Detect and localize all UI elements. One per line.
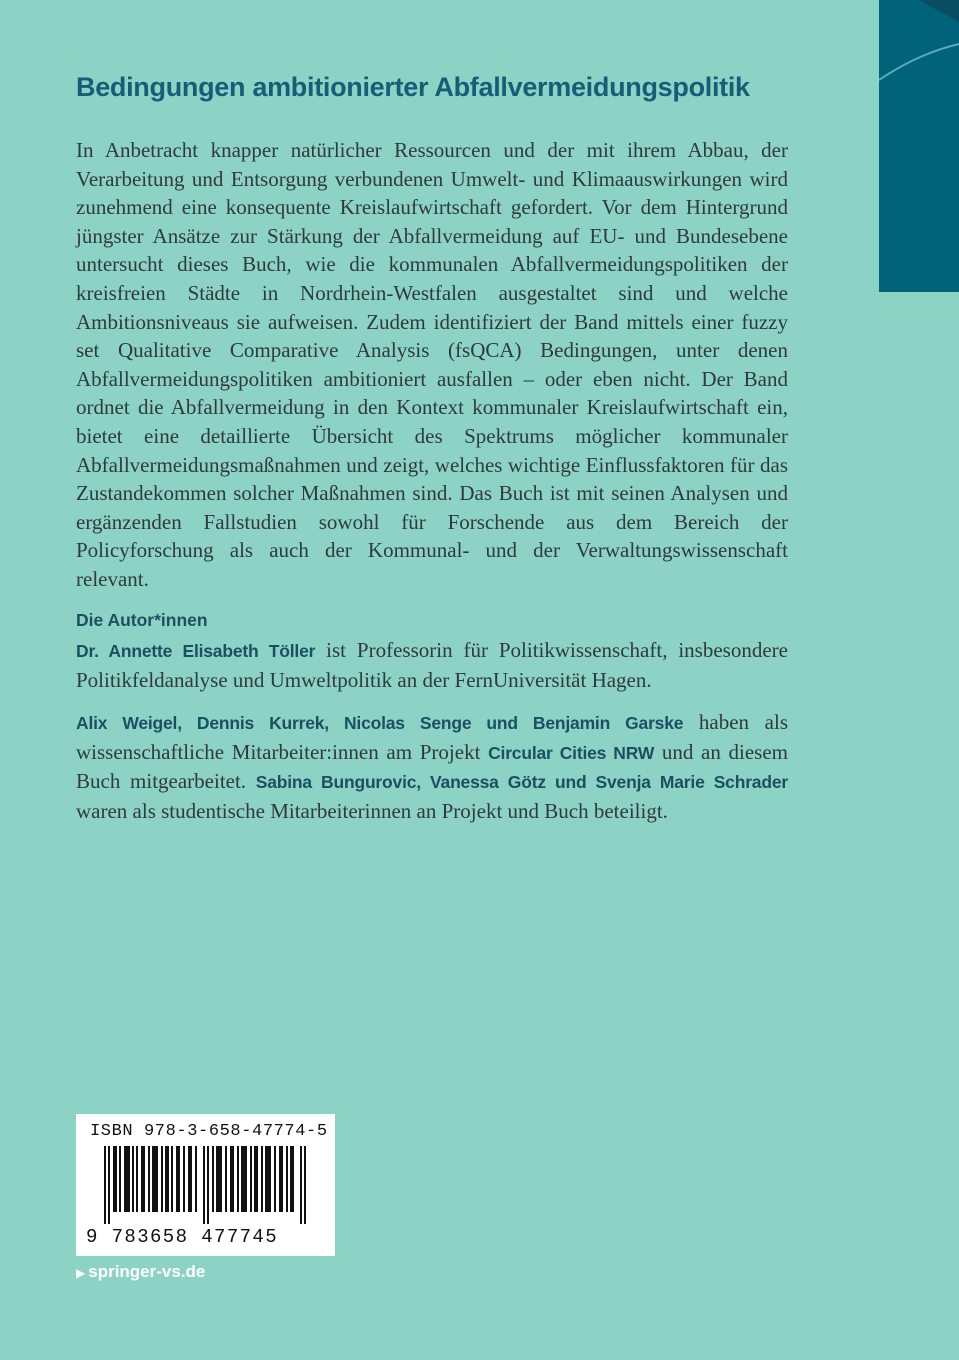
team-names: Alix Weigel, Dennis Kurrek, Nicolas Senge und Benjamin Garske — [76, 713, 684, 733]
team-text: haben als wissenschaftliche Mitarbeiter:innen am Projekt — [76, 710, 788, 764]
barcode — [104, 1146, 310, 1224]
student-text: waren als studentische Mitarbeiterinnen an Projekt und Buch beteiligt. — [76, 798, 668, 823]
isbn-barcode-box — [76, 1114, 335, 1256]
play-arrow-icon: ▶ — [76, 1266, 86, 1280]
author-name: Dr. Annette Elisabeth Töller — [76, 641, 316, 661]
book-description: In Anbetracht knapper natürlicher Ressourcen und der mit ihrem Abbau, der Verarbeitung und Entsorgung verbundenen Umwelt- und Klimaauswirkungen wird zunehmend eine konsequente Kreislaufwirtschaft gefordert. Vor dem Hintergrund jüngster Ansätze zur Stärkung der Abfallvermeidung auf EU- und Bundesebene untersucht dieses Buch, wie die kommunalen Abfallvermeidungspolitiken der kreisfreien Städte in Nordrhein-Westfalen ausgestaltet sind und welche Ambitionsniveaus sie aufweisen. Zudem identifiziert der Band mittels einer fuzzy set Qualitative Comparative Analysis (fsQCA) Bedingungen, unter denen Abfallvermeidungspolitiken ambitioniert ausfallen – oder eben nicht. Der Band ordnet die Abfallvermeidung in den Kontext kommunaler Kreislaufwirtschaft ein, bietet eine detaillierte Übersicht des Spektrums möglicher kommunaler Abfallvermeidungsmaßnahmen und zeigt, welches wichtige Einflussfaktoren für das Zustandekommen solcher Maßnahmen sind. Das Buch ist mit seinen Analysen und ergänzenden Fallstudien sowohl für Forschende aus dem Bereich der Policyforschung als auch der Kommunal- und der Verwaltungswissenschaft relevant. — [76, 138, 788, 591]
authors-heading: Die Autor*innen — [76, 610, 208, 630]
student-names: Sabina Bungurovic, Vanessa Götz und Svenja Marie Schrader — [255, 772, 788, 793]
contributors-paragraph — [76, 708, 788, 825]
barcode-digits: 9 783658 477745 — [86, 1226, 279, 1248]
website-text: springer-vs.de — [88, 1262, 206, 1281]
book-title: Bedingungen ambitionierter Abfallvermeidungspolitik — [76, 72, 750, 102]
corner-accent-block — [879, 0, 959, 292]
publisher-website-link[interactable] — [76, 1262, 205, 1282]
author-bio-paragraph — [76, 636, 788, 694]
isbn-label: ISBN 978-3-658-47774-5 — [90, 1122, 328, 1141]
team-text-2: und an diesem Buch mitgearbeitet. — [76, 739, 788, 794]
project-name: Circular Cities NRW — [488, 742, 655, 763]
author-bio-text: ist Professorin für Politikwissenschaft, insbesondere Politikfeldanalyse und Umweltpolitik an der FernUniversität Hagen. — [76, 638, 788, 692]
